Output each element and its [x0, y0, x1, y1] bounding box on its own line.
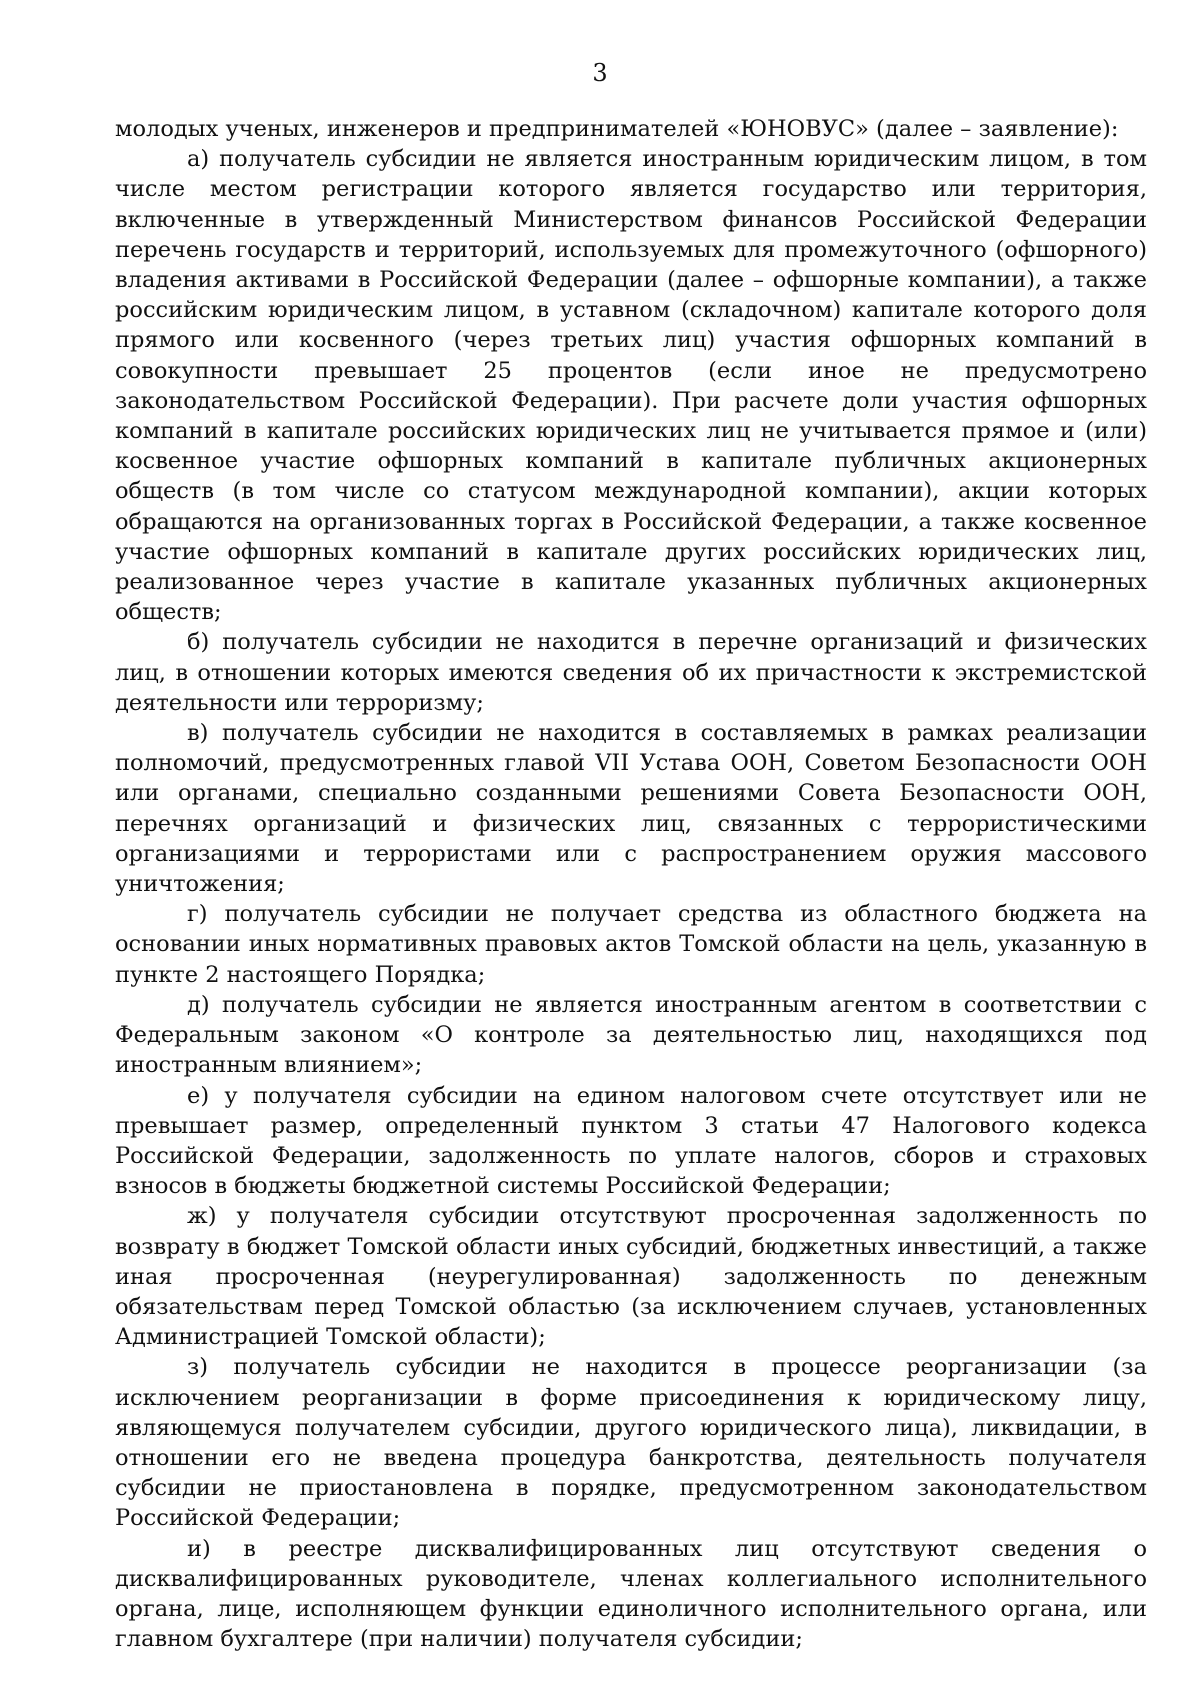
paragraph-item-i: и) в реестре дисквалифицированных лиц отсутствуют сведения о дисквалифицированных руководителе, членах коллегиального исполнительного органа, лице, исполняющем функции единоличного исполнительного органа, или главном бухгалтере (при наличии) получателя субсидии; — [115, 1535, 1147, 1653]
paragraph-item-a: а) получатель субсидии не является иностранным юридическим лицом, в том числе местом регистрации которого является государство или территория, включенные в утвержденный Министерством финансов Российской Федерации перечень государств и территорий, используемых для промежуточного (офшорного) владения активами в Российской Федерации (далее – офшорные компании), а также российским юридическим лицом, в уставном (складочном) капитале которого доля прямого или косвенного (через третьих лиц) участия офшорных компаний в совокупности превышает 25 процентов (если иное не предусмотрено законодательством Российской Федерации). При расчете доли участия офшорных компаний в капитале российских юридических лиц не учитывается прямое и (или) косвенное участие офшорных компаний в капитале публичных акционерных обществ (в том числе со статусом международной компании), акции которых обращаются на организованных торгах в Российской Федерации, а также косвенное участие офшорных компаний в капитале других российских юридических лиц, реализованное через участие в капитале указанных публичных акционерных обществ; — [115, 146, 1147, 626]
paragraph-item-g: г) получатель субсидии не получает средства из областного бюджета на основании иных нормативных правовых актов Томской области на цель, указанную в пункте 2 настоящего Порядка; — [115, 901, 1147, 988]
paragraph-item-zh: ж) у получателя субсидии отсутствуют просроченная задолженность по возврату в бюджет Томской области иных субсидий, бюджетных инвестиций, а также иная просроченная (неурегулированная) задолженность по денежным обязательствам перед Томской областью (за исключением случаев, установленных Администрацией Томской области); — [115, 1203, 1147, 1351]
document-body — [115, 114, 1147, 1654]
paragraph-item-d: д) получатель субсидии не является иностранным агентом в соответствии с Федеральным законом «О контроле за деятельностью лиц, находящихся под иностранным влиянием»; — [115, 991, 1147, 1079]
paragraph-item-z: з) получатель субсидии не находится в процессе реорганизации (за исключением реорганизации в форме присоединения к юридическому лицу, являющемуся получателем субсидии, другого юридического лица), ликвидации, в отношении его не введена процедура банкротства, деятельность получателя субсидии не приостановлена в порядке, предусмотренном законодательством Российской Федерации; — [115, 1354, 1147, 1532]
paragraph-item-v: в) получатель субсидии не находится в составляемых в рамках реализации полномочий, предусмотренных главой VII Устава ООН, Советом Безопасности ООН или органами, специально созданными решениями Совета Безопасности ООН, перечнях организаций и физических лиц, связанных с террористическими организациями и террористами или с распространением оружия массового уничтожения; — [115, 720, 1147, 898]
paragraph-item-b: б) получатель субсидии не находится в перечне организаций и физических лиц, в отношении которых имеются сведения об их причастности к экстремистской деятельности или терроризму; — [115, 629, 1147, 716]
paragraph-item-e: е) у получателя субсидии на едином налоговом счете отсутствует или не превышает размер, определенный пунктом 3 статьи 47 Налогового кодекса Российской Федерации, задолженность по уплате налогов, сборов и страховых взносов в бюджеты бюджетной системы Российской Федерации; — [115, 1082, 1147, 1200]
paragraph-continuation: молодых ученых, инженеров и предпринимателей «ЮНОВУС» (далее – заявление): — [115, 116, 1119, 142]
page-number: 3 — [592, 59, 608, 87]
